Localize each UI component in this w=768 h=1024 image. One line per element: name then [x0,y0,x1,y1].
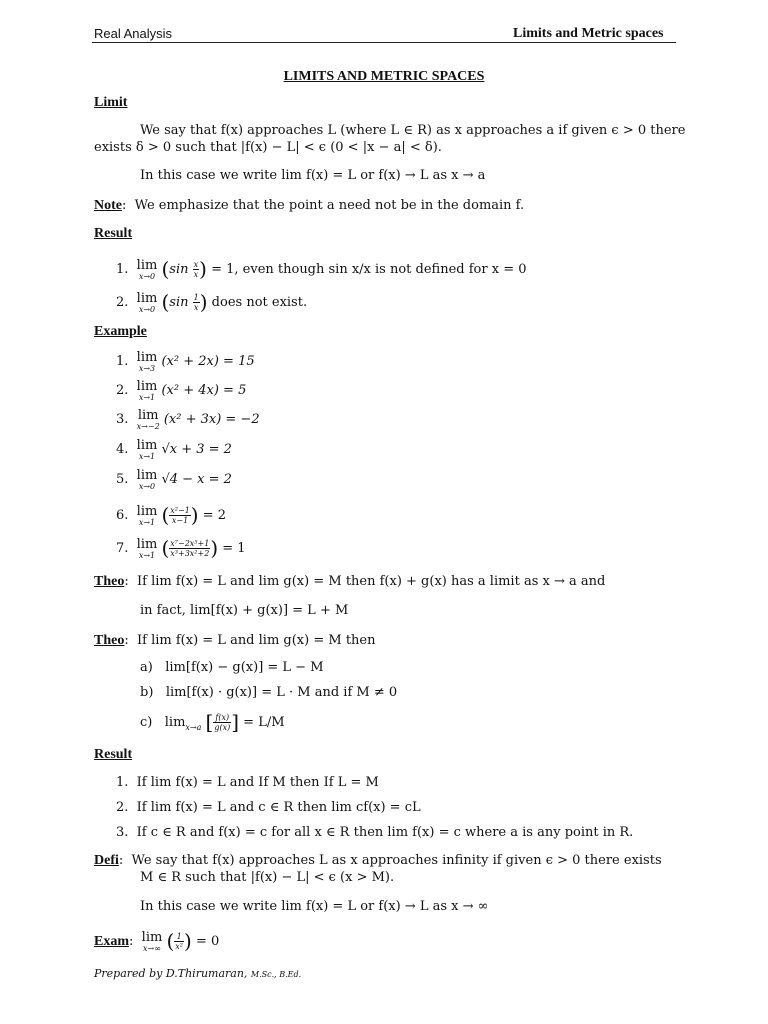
note-text: We emphasize that the point a need not be in the domain f. [134,198,525,213]
item-number: 3. [116,412,129,427]
defi-line2: M ∈ R such that |f(x) − L| < ϵ (x > M). [140,870,395,885]
limit-operator: lim x→0 [136,258,158,281]
result2-item-1 [116,775,379,790]
expression: (x² + 2x) = 15 [161,354,255,369]
result1-item-2: 2. lim x→0 (sin $\frac{1}{x}$ ) does not exist. [116,290,308,314]
expression: √x + 3 = 2 [161,442,232,457]
footer-qualifications: M.Sc., B.Ed. [250,970,302,979]
item-number: 6. [116,508,129,523]
result1-item-2-text: does not exist. [211,295,308,310]
expression: = 1 [222,541,246,556]
fraction: $\frac{\text{x²−1}}{x-1}$ [170,506,190,525]
result2-item-2 [116,800,421,815]
limit-operator: lim x→0 [136,291,158,314]
definition-notation: In this case we write lim f(x) = L or f(x) → L as x → a [140,168,486,183]
header-rule [92,42,676,43]
theo2-item-b-text: lim[f(x) · g(x)] = L · M and if M ≠ 0 [165,685,398,700]
exam-rhs: = 0 [195,934,220,949]
item-number: 3. [116,825,129,840]
result1-item-1: 1. lim x→0 (sin $\frac{x}{x}$ ) = 1, even though sin x/x is not defined for x = 0 [116,257,527,281]
example-item-6: 6. lim x→1 ( $\frac{\text{x²−1}}{x-1}$ ) = 2 [116,503,227,527]
footer-author: Prepared by D.Thirumaran, [94,967,248,980]
fraction: $\frac{x}{x}$ [193,260,199,279]
item-number: 7. [116,541,129,556]
limit-subscript: x→3 [138,364,156,373]
fraction: $\frac{1}{\text{x²}}$ [175,932,183,951]
limit-subscript: x→1 [138,518,156,527]
item-number: 2. [116,383,129,398]
item-number: 1. [116,775,129,790]
result2-item-1-text: If lim f(x) = L and If M then If L = M [136,775,379,790]
expression: √4 − x = 2 [161,472,232,487]
fraction: $\frac{1}{x}$ [193,293,199,312]
theo1-line1: If lim f(x) = L and lim g(x) = M then f(x) + g(x) has a limit as x → a and [137,574,606,589]
result1-item-1-text: = 1, even though sin x/x is not defined for x = 0 [211,262,527,277]
item-number: 2. [116,295,129,310]
exam: Exam: lim x→∞ ( $\frac{1}{\text{x²}}$ ) = 0 [94,929,220,953]
theo2: Theo: If lim f(x) = L and lim g(x) = M then [94,633,376,648]
item-letter: a) [140,660,153,675]
defi-line1: We say that f(x) approaches L as x approaches infinity if given ϵ > 0 there exists [131,853,662,868]
item-number: 2. [116,800,129,815]
defi-label: Defi [94,853,119,868]
result1-heading: Result [94,226,133,241]
item-letter: b) [140,685,154,700]
note: Note: We emphasize that the point a need not be in the domain f. [94,198,525,213]
page-title: LIMITS AND METRIC SPACES [283,69,485,84]
theo1-line2: in fact, lim[f(x) + g(x)] = L + M [140,603,349,618]
theo2-line1: If lim f(x) = L and lim g(x) = M then [137,633,376,648]
result2-item-2-text: If lim f(x) = L and c ∈ R then lim cf(x) = cL [136,800,421,815]
fraction: $\frac{f(x)}{g(x)}$ [214,713,231,732]
theo2-item-a-text: lim[f(x) − g(x)] = L − M [165,660,324,675]
exam-label: Exam [94,934,129,949]
expression: (x² + 4x) = 5 [161,383,247,398]
limit-subscript: x→1 [138,452,156,461]
fraction: $\frac{\text{x⁷−2x⁵+1}}{\text{x³+3x²+2}}$ [170,539,210,558]
limit-subscript: x→1 [138,393,156,402]
example-item-7: 7. lim x→1 ( $\frac{\text{x⁷−2x⁵+1}}{\text{x³+3x²+2}}$ ) = 1 [116,536,246,560]
header-left: Real Analysis [94,26,173,41]
limit-subscript: x→−2 [136,422,160,431]
theo1: Theo: If lim f(x) = L and lim g(x) = M then f(x) + g(x) has a limit as x → a and [94,574,606,589]
example-item-5: 5. lim x→0 √4 − x = 2 [116,468,232,491]
defi-notation: In this case we write lim f(x) = L or f(x) → L as x → ∞ [140,899,489,914]
item-number: 5. [116,472,129,487]
theo2-item-c-text: = L/M [243,715,285,730]
example-item-2: 2. lim x→1 (x² + 4x) = 5 [116,379,247,402]
theo2-item-c: c) $\lim_{x\to a}$ [ $\frac{f(x)}{g(x)}$ ] = L/M [140,710,285,734]
result2-heading: Result [94,747,133,762]
result2-item-3 [116,825,633,840]
item-number: 1. [116,262,129,277]
item-number: 4. [116,442,129,457]
definition-line2: exists δ > 0 such that |f(x) − L| < ϵ (0 < |x − a| < δ). [94,140,442,155]
limit-subscript: x→∞ [143,944,161,953]
limit-subscript: x→1 [138,551,156,560]
example-item-3: 3. lim x→−2 (x² + 3x) = −2 [116,408,260,431]
expression: = 2 [202,508,227,523]
theo2-item-b [140,685,397,700]
theo1-label: Theo [94,574,125,589]
item-number: 1. [116,354,129,369]
example-item-1: 1. lim x→3 (x² + 2x) = 15 [116,350,255,373]
defi: Defi: We say that f(x) approaches L as x approaches infinity if given ϵ > 0 there exists [94,853,662,868]
item-letter: c) [140,715,153,730]
footer [94,967,301,980]
limit-heading: Limit [94,95,128,110]
example-item-4: 4. lim x→1 √x + 3 = 2 [116,438,232,461]
theo2-label: Theo [94,633,125,648]
expression: (x² + 3x) = −2 [163,412,260,427]
theo2-item-a [140,660,324,675]
example-heading: Example [94,324,147,339]
note-label: Note [94,198,122,213]
definition-line1: We say that f(x) approaches L (where L ∈ R) as x approaches a if given ϵ > 0 there [140,123,686,138]
result2-item-3-text: If c ∈ R and f(x) = c for all x ∈ R then lim f(x) = c where a is any point in R. [136,825,634,840]
limit-subscript: x→0 [138,482,156,491]
header-right: Limits and Metric spaces [513,26,664,41]
